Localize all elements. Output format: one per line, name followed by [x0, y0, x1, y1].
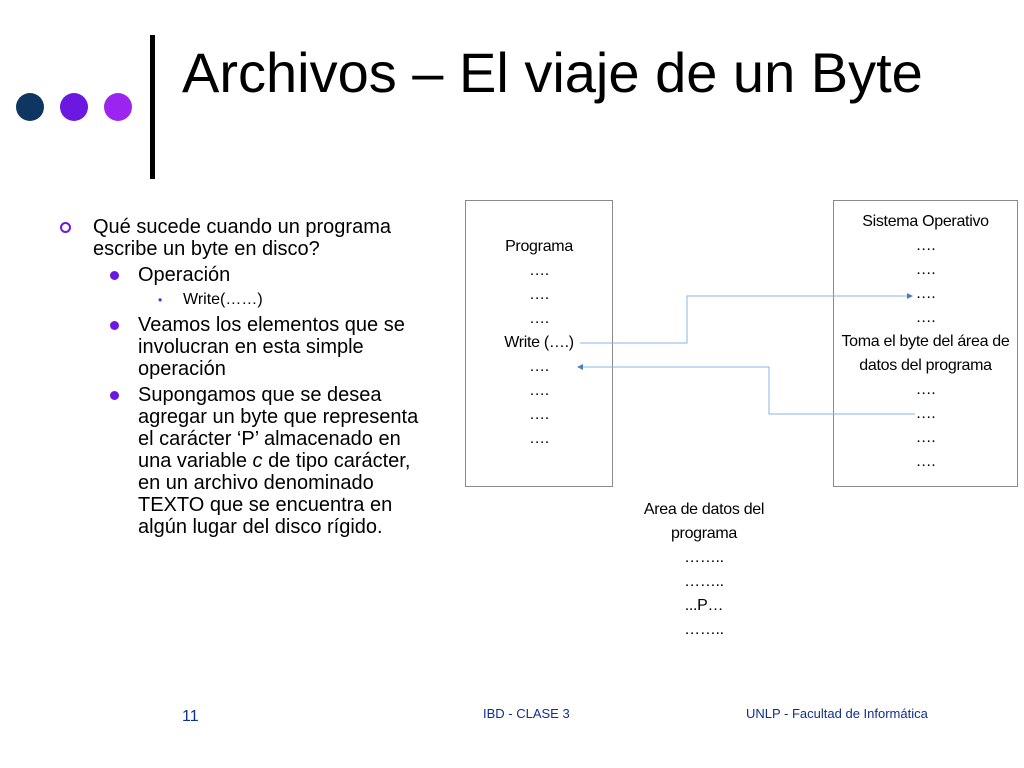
- bullet-veamos-text: Veamos los elementos que se involucran en esta simple operación: [138, 314, 405, 380]
- programa-line: ….: [529, 406, 549, 423]
- dot-purple: [60, 93, 88, 121]
- area-line: Area de datos del: [643, 501, 765, 518]
- programa-line: ….: [529, 286, 549, 303]
- area-datos-programa: [604, 498, 804, 642]
- programa-line: ….: [529, 262, 549, 279]
- bullet-operacion: [60, 264, 430, 286]
- bullet-operacion-text: Operación: [138, 264, 231, 286]
- so-line: ….: [915, 285, 936, 302]
- filled-bullet-icon: [110, 321, 119, 330]
- filled-bullet-icon: [110, 391, 119, 400]
- programa-line: ….: [529, 382, 549, 399]
- slide-title: Archivos – El viaje de un Byte: [182, 41, 923, 104]
- bullet-write: [60, 290, 430, 310]
- bullet-supongamos: [60, 384, 430, 538]
- area-line: programa: [670, 525, 738, 542]
- title-divider: [150, 35, 155, 179]
- dot-violet: [104, 93, 132, 121]
- hollow-bullet-icon: [60, 222, 71, 233]
- so-line: datos del programa: [859, 357, 992, 374]
- bullet-main-text: Qué sucede cuando un programa escribe un byte en disco?: [93, 216, 391, 260]
- bullet-supongamos-text: [138, 384, 418, 538]
- so-line: Sistema Operativo: [862, 213, 989, 230]
- programa-line: ….: [529, 430, 549, 447]
- programa-write-line: Write (….): [504, 334, 574, 351]
- programa-box: [465, 200, 613, 487]
- bullet-supongamos-part-a: Supongamos que se desea agregar un byte que representa el carácter ‘P’ almacenado en una variable: [138, 384, 419, 472]
- so-line: ….: [915, 381, 936, 398]
- small-bullet-icon: •: [158, 293, 163, 307]
- bullet-main: [60, 216, 430, 260]
- area-line: ...P…: [684, 597, 724, 614]
- bullet-veamos: [60, 314, 430, 380]
- page-number: 11: [182, 708, 199, 725]
- bullet-list: [60, 216, 430, 538]
- area-line: ……..: [684, 549, 724, 566]
- sistema-operativo-box: [833, 200, 1018, 487]
- variable-c: c: [252, 450, 263, 472]
- so-line: ….: [915, 237, 936, 254]
- dot-dark-blue: [16, 93, 44, 121]
- footer-institution: UNLP - Facultad de Informática: [746, 706, 928, 721]
- programa-line: Programa: [505, 238, 573, 255]
- so-line: ….: [915, 429, 936, 446]
- programa-line: ….: [529, 310, 549, 327]
- bullet-write-text: Write(……): [183, 291, 263, 308]
- filled-bullet-icon: [110, 271, 119, 280]
- bullet-supongamos-part-b: de tipo carácter, en un archivo denominado TEXTO que se encuentra en algún lugar del disco rígido.: [138, 450, 411, 538]
- programa-line: ….: [529, 358, 549, 375]
- area-line: ……..: [684, 573, 724, 590]
- so-line: ….: [915, 453, 936, 470]
- so-line: Toma el byte del área de: [841, 333, 1010, 350]
- footer-course: IBD - CLASE 3: [483, 706, 570, 721]
- area-line: ……..: [684, 621, 724, 638]
- so-line: ….: [915, 261, 936, 278]
- so-line: ….: [915, 405, 936, 422]
- so-line: ….: [915, 309, 936, 326]
